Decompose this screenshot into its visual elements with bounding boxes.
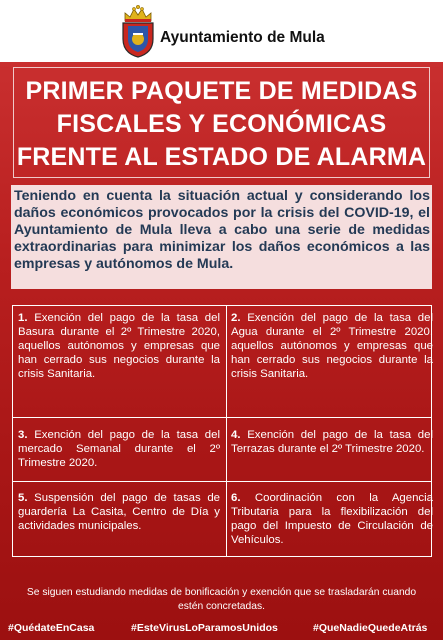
- measure-number: 1.: [18, 312, 28, 324]
- measure-cell-1: [18, 311, 220, 381]
- title-line-2: FISCALES Y ECONÓMICAS: [56, 110, 387, 138]
- measure-text: Exención del pago de la tasa del mercado Semanal durante el 2º Trimestre 2020.: [18, 429, 220, 470]
- title-line-3: FRENTE AL ESTADO DE ALARMA: [16, 143, 427, 171]
- organization-name: Ayuntamiento de Mula: [160, 29, 325, 46]
- hashtag-3: #QueNadieQuedeAtrás: [313, 622, 428, 634]
- hashtag-2: #EsteVirusLoParamosUnidos: [131, 622, 278, 634]
- measure-cell-3: [18, 428, 220, 470]
- footer-note: Se siguen estudiando medidas de bonificación y exención que se trasladarán cuando estén concretadas.: [26, 587, 417, 612]
- measure-number: 4.: [231, 429, 241, 441]
- grid-divider-row-2: [13, 481, 431, 482]
- intro-paragraph: Teniendo en cuenta la situación actual y considerando los daños económicos provocados por la crisis del COVID-19, el Ayuntamiento de Mula lleva a cabo una serie de medidas extraordinarias para minimizar los daños económicos a las empresas y autónomos de Mula.: [11, 185, 432, 289]
- measure-text: Exención del pago de la tasa del Agua durante el 2º Trimestre 2020, aquellos autónomos y empresas que han cerrado sus negocios durante la crisis Sanitaria.: [231, 312, 433, 381]
- hashtag-1: #QuédateEnCasa: [8, 622, 95, 634]
- measure-cell-5: [18, 491, 220, 533]
- grid-divider-vertical: [226, 306, 227, 556]
- measure-cell-6: [231, 491, 433, 547]
- measure-number: 6.: [231, 492, 241, 504]
- measure-text: Exención del pago de la tasa del Basura durante el 2º Trimestre 2020, aquellos autónomos y empresas que han cerrado sus negocios durante la crisis Sanitaria.: [18, 312, 220, 381]
- measure-cell-4: [231, 428, 433, 456]
- measure-number: 3.: [18, 429, 28, 441]
- measure-number: 2.: [231, 312, 241, 324]
- measure-cell-2: [231, 311, 433, 381]
- measures-grid: [12, 305, 432, 557]
- coat-of-arms-icon: [119, 4, 157, 58]
- header: [0, 0, 443, 62]
- measure-text: Suspensión del pago de tasas de guardería La Casita, Centro de Día y actividades municipales.: [18, 492, 220, 533]
- measure-text: Coordinación con la Agencia Tributaria para la flexibilización del pago del Impuesto de Circulación de Vehículos.: [231, 492, 433, 547]
- title-line-1: PRIMER PAQUETE DE MEDIDAS: [25, 77, 418, 105]
- measure-number: 5.: [18, 492, 28, 504]
- grid-divider-row-1: [13, 417, 431, 418]
- measure-text: Exención del pago de la tasa del Terrazas durante el 2º Trimestre 2020.: [231, 429, 433, 456]
